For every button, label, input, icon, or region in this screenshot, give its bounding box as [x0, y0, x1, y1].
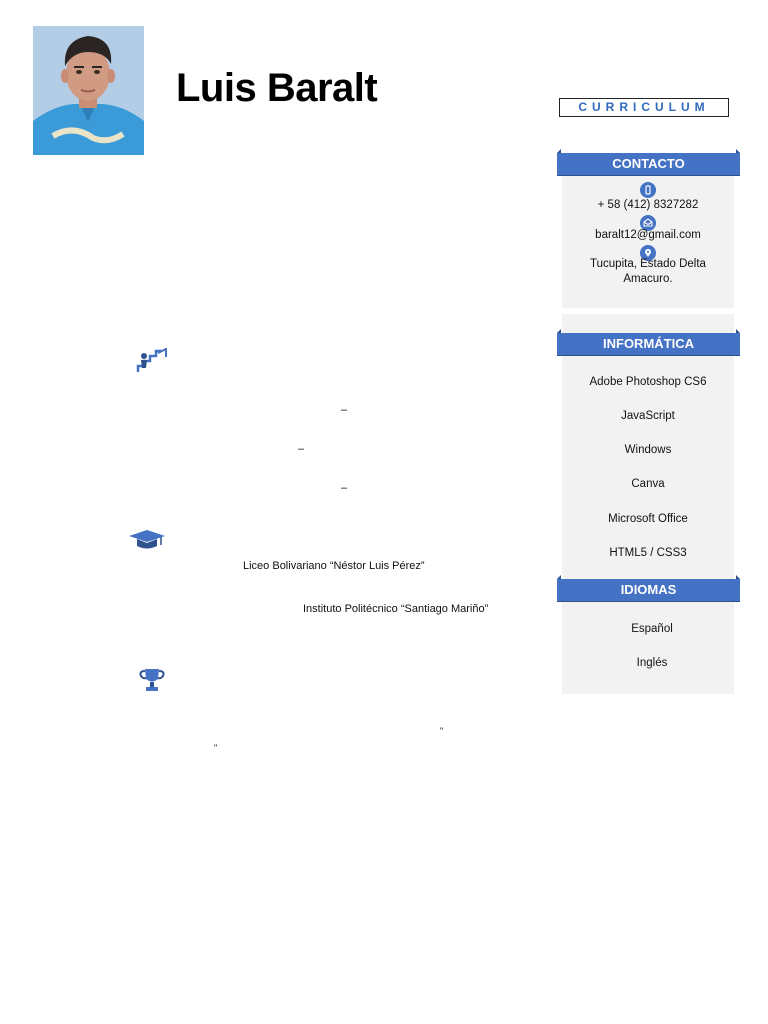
skill-item: Canva — [631, 478, 665, 490]
informatica-heading: INFORMÁTICA — [557, 333, 740, 356]
language-item: Inglés — [636, 657, 668, 669]
curriculum-badge: CURRICULUM — [559, 98, 729, 117]
education-institute: Instituto Politécnico “Santiago Mariño” — [303, 603, 489, 615]
contact-address-line1: Tucupita, Estado Delta — [590, 258, 706, 270]
contact-heading: CONTACTO — [557, 153, 740, 176]
skill-item: JavaScript — [621, 410, 675, 422]
profile-photo — [33, 26, 144, 155]
experience-dash: – — [341, 404, 348, 416]
experience-dash: – — [341, 482, 348, 494]
education-school: Liceo Bolivariano “Néstor Luis Pérez” — [243, 560, 425, 572]
phone-icon — [640, 182, 656, 198]
graduation-cap-icon — [128, 529, 166, 556]
skill-item: Adobe Photoshop CS6 — [589, 376, 707, 388]
career-stairs-icon — [136, 348, 170, 379]
skill-item: Microsoft Office — [608, 513, 688, 525]
experience-dash: – — [298, 443, 305, 455]
idiomas-panel — [562, 586, 734, 694]
skill-item: HTML5 / CSS3 — [609, 547, 687, 559]
idiomas-heading: IDIOMAS — [557, 579, 740, 602]
contact-phone[interactable]: + 58 (412) 8327282 — [597, 199, 699, 211]
skill-item: Windows — [624, 444, 672, 456]
contact-address-line2: Amacuro. — [623, 273, 673, 285]
achievement-quote: " — [214, 743, 218, 753]
candidate-name: Luis Baralt — [176, 66, 378, 110]
trophy-icon — [138, 667, 166, 698]
achievement-quote: " — [440, 726, 444, 736]
language-item: Español — [631, 623, 673, 635]
contact-email[interactable]: baralt12@gmail.com — [595, 229, 701, 241]
